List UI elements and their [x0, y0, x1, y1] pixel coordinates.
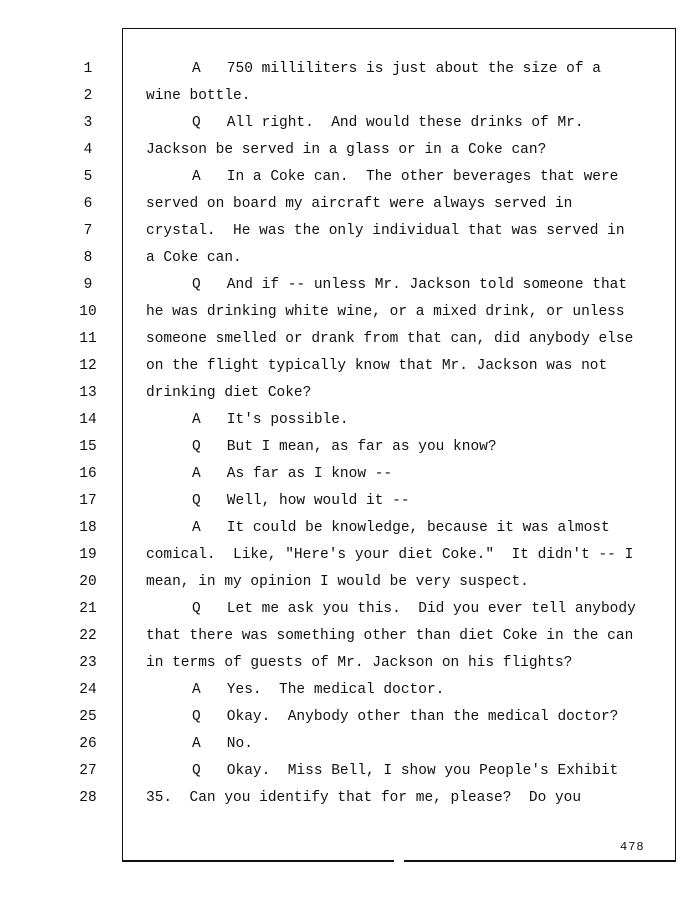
line-number: 20 [79, 574, 97, 590]
transcript-line: he was drinking white wine, or a mixed drink, or unless [146, 304, 625, 320]
line-number: 9 [83, 277, 93, 293]
line-number: 27 [79, 763, 97, 779]
transcript-line: served on board my aircraft were always served in [146, 196, 573, 212]
transcript-line: a Coke can. [146, 250, 242, 266]
transcript-line: Q All right. And would these drinks of Mr. [192, 115, 584, 131]
line-number: 19 [79, 547, 97, 563]
line-number: 6 [83, 196, 93, 212]
line-number: 17 [79, 493, 97, 509]
transcript-text [146, 56, 666, 812]
transcript-line: someone smelled or drank from that can, did anybody else [146, 331, 634, 347]
line-number: 28 [79, 790, 97, 806]
transcript-line: Q And if -- unless Mr. Jackson told someone that [192, 277, 628, 293]
bottom-rule-left [122, 860, 394, 862]
transcript-line: Q Well, how would it -- [192, 493, 410, 509]
line-number: 26 [79, 736, 97, 752]
line-number: 23 [79, 655, 97, 671]
bottom-rule-right [404, 860, 676, 862]
line-number: 13 [79, 385, 97, 401]
line-number: 4 [83, 142, 93, 158]
line-number: 14 [79, 412, 97, 428]
transcript-line: drinking diet Coke? [146, 385, 312, 401]
line-number: 3 [83, 115, 93, 131]
transcript-line: Q Okay. Anybody other than the medical doctor? [192, 709, 619, 725]
transcript-line: A As far as I know -- [192, 466, 393, 482]
transcript-line: crystal. He was the only individual that was served in [146, 223, 625, 239]
page-number: 478 [620, 840, 645, 854]
line-number: 2 [83, 88, 93, 104]
transcript-line: on the flight typically know that Mr. Jackson was not [146, 358, 608, 374]
line-number: 24 [79, 682, 97, 698]
transcript-line: comical. Like, "Here's your diet Coke." It didn't -- I [146, 547, 634, 563]
line-number: 5 [83, 169, 93, 185]
transcript-line: A In a Coke can. The other beverages that were [192, 169, 619, 185]
line-number: 25 [79, 709, 97, 725]
transcript-line: A It's possible. [192, 412, 349, 428]
transcript-line: A 750 milliliters is just about the size of a [192, 61, 601, 77]
line-number: 16 [79, 466, 97, 482]
line-number: 8 [83, 250, 93, 266]
transcript-line: in terms of guests of Mr. Jackson on his flights? [146, 655, 573, 671]
line-number: 1 [83, 61, 93, 77]
transcript-line: Jackson be served in a glass or in a Coke can? [146, 142, 547, 158]
transcript-line: that there was something other than diet Coke in the can [146, 628, 634, 644]
transcript-line: A Yes. The medical doctor. [192, 682, 445, 698]
transcript-line: mean, in my opinion I would be very suspect. [146, 574, 529, 590]
transcript-line: Q But I mean, as far as you know? [192, 439, 497, 455]
line-number: 12 [79, 358, 97, 374]
transcript-line: Q Let me ask you this. Did you ever tell anybody [192, 601, 636, 617]
transcript-line: 35. Can you identify that for me, please? Do you [146, 790, 582, 806]
line-number: 21 [79, 601, 97, 617]
line-number: 15 [79, 439, 97, 455]
transcript-line: A It could be knowledge, because it was almost [192, 520, 610, 536]
transcript-line: Q Okay. Miss Bell, I show you People's Exhibit [192, 763, 619, 779]
line-number: 7 [83, 223, 93, 239]
line-number: 18 [79, 520, 97, 536]
line-number: 11 [79, 331, 97, 347]
transcript-line: wine bottle. [146, 88, 251, 104]
line-number-column [66, 56, 110, 812]
line-number: 22 [79, 628, 97, 644]
transcript-line: A No. [192, 736, 253, 752]
line-number: 10 [79, 304, 97, 320]
